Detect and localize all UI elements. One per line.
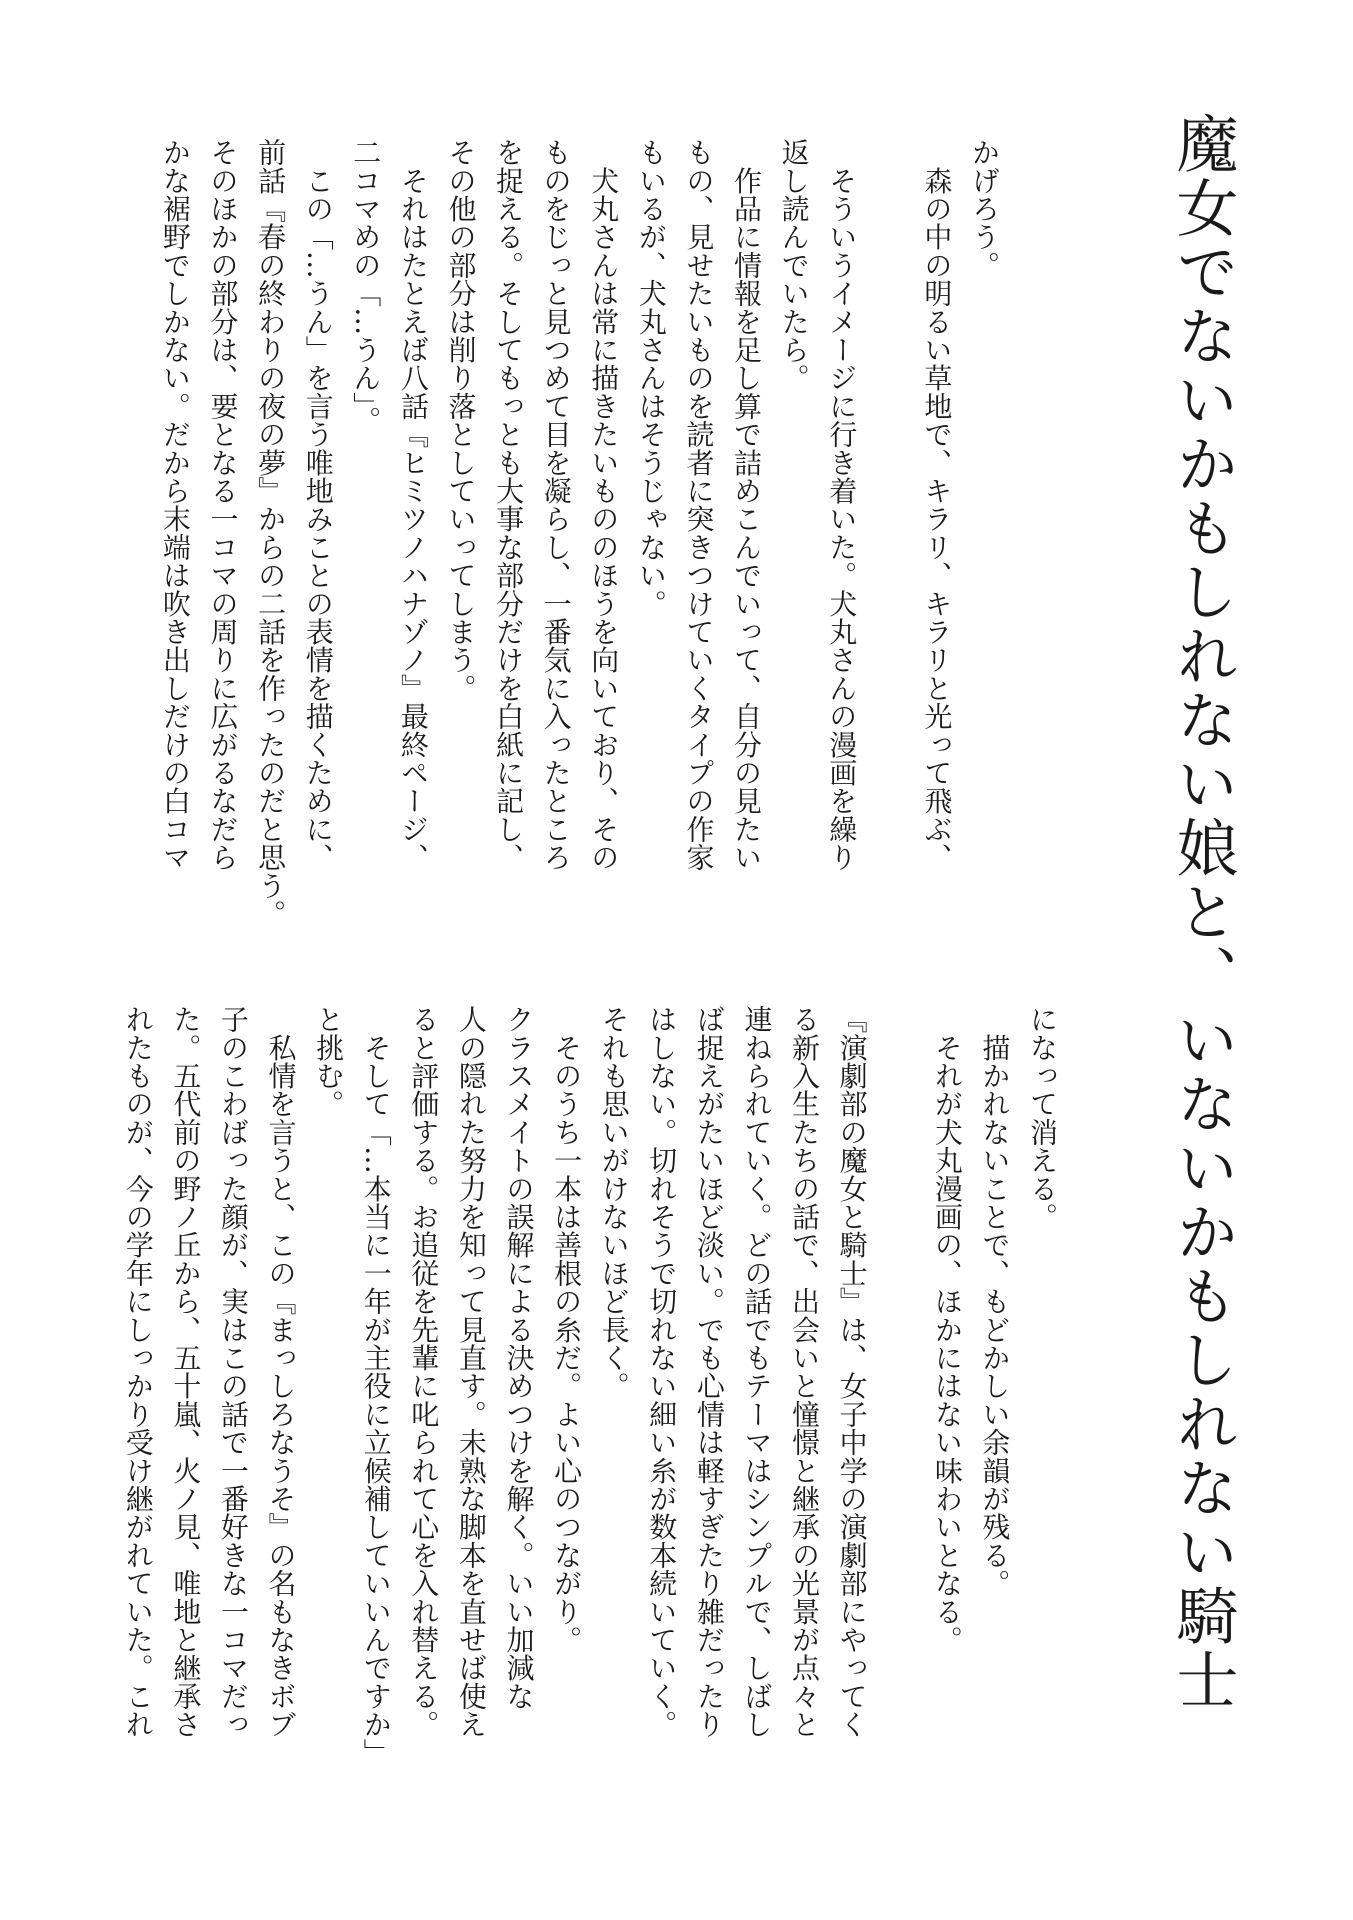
text-line: かな裾野でしかない。だから末端は吹き出しだけの白コマ — [158, 138, 192, 872]
text-line: 『演劇部の魔女と騎士』は、女子中学の演劇部にやってく — [835, 1005, 869, 1739]
text-line: この「…うん」を言う唯地みことの表情を描くために、 — [301, 138, 335, 872]
text-line: はしない。切れそうで切れない細い糸が数本続いていく。 — [645, 1005, 679, 1739]
text-line — [865, 138, 913, 898]
text-line: そして「…本当に一年が主役に立候補していいんですか」 — [359, 1005, 393, 1767]
text-line: 連ねられていく。どの話でもテーマはシンプルで、しばし — [740, 1005, 774, 1739]
text-line: その他の部分は削り落としていってしまう。 — [444, 138, 478, 702]
text-block-upper — [151, 138, 1008, 928]
text-line: かげろう。 — [968, 138, 1001, 279]
text-line: そのほかの部分は、要となる一コマの周りに広がるなだら — [206, 138, 240, 872]
essay-title: 魔女でないかもしれない娘と、いないかもしれない騎士 — [1166, 112, 1239, 1712]
text-line: ると評価する。お追従を先輩に叱られて心を入れ替える。 — [407, 1005, 441, 1739]
text-line: ものをじっと見つめて目を凝らし、一番気に入ったところ — [539, 138, 573, 872]
text-line: そのうち一本は善根の糸だ。よい心のつながり。 — [550, 1005, 584, 1654]
text-line: 作品に情報を足し算で詰めこんでいって、自分の見たい — [730, 138, 764, 872]
text-line: れたものが、今の学年にしっかり受け継がれていた。これ — [121, 1005, 155, 1739]
text-block-lower — [114, 1005, 1066, 1785]
text-line: 犬丸さんは常に描きたいもののほうを向いており、その — [587, 138, 621, 872]
text-line: 描かれないことで、もどかしい余韻が残る。 — [978, 1005, 1012, 1598]
text-line: そういうイメージに行き着いた。犬丸さんの漫画を繰り — [825, 138, 859, 872]
text-line: もの、見せたいものを読者に突きつけていくタイプの作家 — [682, 138, 716, 872]
text-line: になって消える。 — [1026, 1005, 1059, 1231]
text-line: 二コマめの「…うん」。 — [349, 138, 383, 435]
text-line — [876, 1005, 924, 1785]
text-line: を捉える。そしてもっとも大事な部分だけを白紙に記し、 — [492, 138, 526, 872]
text-line: と挑む。 — [312, 1005, 346, 1118]
text-line: それも思いがけないほど長く。 — [597, 1005, 631, 1400]
text-line: それが犬丸漫画の、ほかにはない味わいとなる。 — [930, 1005, 964, 1654]
text-line: それはたとえば八話『ヒミツノハナゾノ』最終ページ、 — [396, 138, 430, 872]
text-line: る新入生たちの話で、出会いと憧憬と継承の光景が点々と — [788, 1005, 822, 1739]
text-line: 子のこわばった顔が、実はこの話で一番好きな一コマだっ — [216, 1005, 250, 1739]
text-line: もいるが、犬丸さんはそうじゃない。 — [634, 138, 668, 618]
text-line: 森の中の明るい草地で、キラリ、キラリと光って飛ぶ、 — [920, 138, 954, 872]
text-line: クラスメイトの誤解による決めつけを解く。いい加減な — [502, 1005, 536, 1710]
text-line: ば捉えがたいほど淡い。でも心情は軽すぎたり雑だったり — [692, 1005, 726, 1739]
text-line: 人の隠れた努力を知って見直す。未熟な脚本を直せば使え — [454, 1005, 488, 1739]
text-line: 私情を言うと、この『まっしろなうそ』の名もなきボブ — [264, 1005, 298, 1739]
text-line: 返し読んでいたら。 — [777, 138, 811, 392]
text-line: た。五代前の野ノ丘から、五十嵐、火ノ見、唯地と継承さ — [169, 1005, 203, 1739]
text-line: 前話『春の終わりの夜の夢』からの二話を作ったのだと思う。 — [254, 138, 288, 928]
